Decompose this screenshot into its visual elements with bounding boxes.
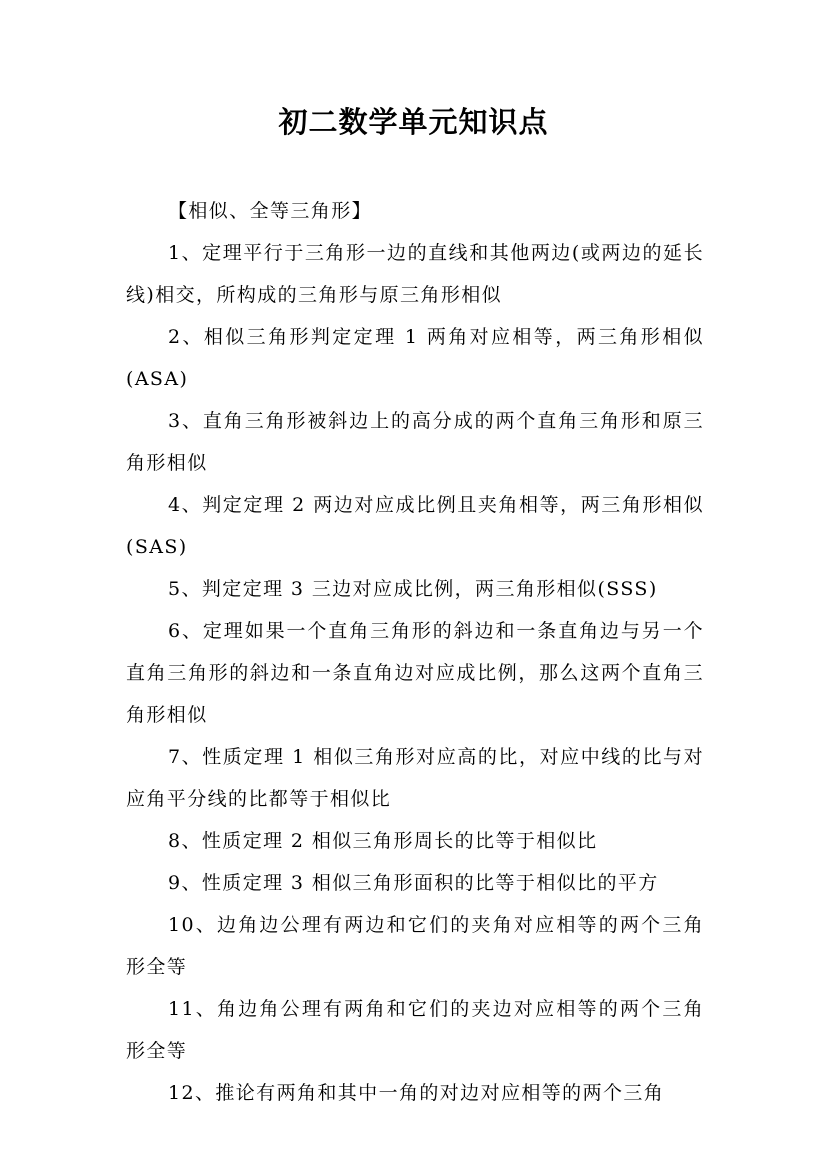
document-body [126, 190, 704, 1114]
paragraph-11: 11、角边角公理有两角和它们的夹边对应相等的两个三角形全等 [126, 998, 704, 1062]
paragraph-4: 4、判定定理 2 两边对应成比例且夹角相等，两三角形相似(SAS) [126, 494, 704, 558]
paragraph-1: 1、定理平行于三角形一边的直线和其他两边(或两边的延长线)相交，所构成的三角形与原三角形相似 [126, 242, 704, 306]
paragraph-9: 9、性质定理 3 相似三角形面积的比等于相似比的平方 [168, 872, 659, 894]
paragraph-2: 2、相似三角形判定定理 1 两角对应相等，两三角形相似(ASA) [126, 326, 704, 390]
paragraph-6: 6、定理如果一个直角三角形的斜边和一条直角边与另一个直角三角形的斜边和一条直角边对应成比例，那么这两个直角三角形相似 [126, 620, 704, 726]
paragraph-8: 8、性质定理 2 相似三角形周长的比等于相似比 [168, 830, 598, 852]
paragraph-12: 12、推论有两角和其中一角的对边对应相等的两个三角 [168, 1082, 665, 1104]
paragraph-5: 5、判定定理 3 三边对应成比例，两三角形相似(SSS) [168, 578, 658, 600]
document-title: 初二数学单元知识点 [278, 105, 549, 139]
paragraph-7: 7、性质定理 1 相似三角形对应高的比，对应中线的比与对应角平分线的比都等于相似比 [126, 746, 704, 810]
section-heading: 【相似、全等三角形】 [168, 200, 373, 222]
paragraph-3: 3、直角三角形被斜边上的高分成的两个直角三角形和原三角形相似 [126, 410, 704, 474]
paragraph-10: 10、边角边公理有两边和它们的夹角对应相等的两个三角形全等 [126, 914, 704, 978]
